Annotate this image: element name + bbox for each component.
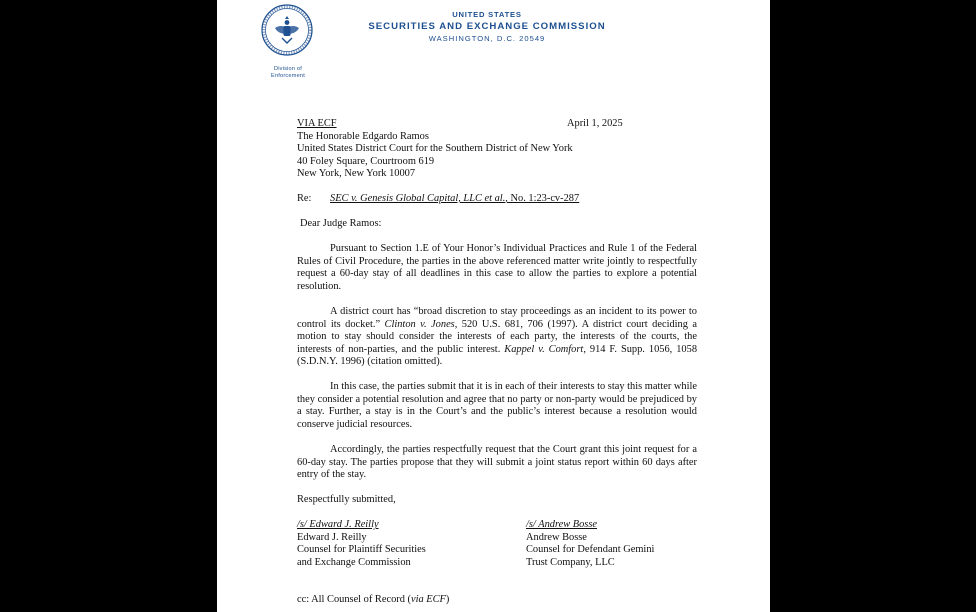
cc-suffix: ) <box>445 594 450 605</box>
case-name: SEC v. Genesis Global Capital, LLC et al. <box>330 193 506 204</box>
letter-date: April 1, 2025 <box>567 118 623 129</box>
address-line: 40 Foley Square, Courtroom 619 <box>297 156 435 167</box>
division-line1: Division of <box>273 66 302 72</box>
re-label: Re: <box>297 193 312 204</box>
paragraph-2-text-c: , 914 F. Supp. 1056, 1058 (S.D.N.Y. 1996) (citation omitted). <box>297 343 698 367</box>
signer-title: Counsel for Plaintiff Securities <box>297 544 426 555</box>
division-line2: Enforcement <box>271 73 305 79</box>
paragraph-4 <box>297 444 697 482</box>
agency-line3: WASHINGTON, D.C. 20549 <box>428 34 546 43</box>
signature-line: /s/ Andrew Bosse <box>526 519 598 530</box>
signer-name: Andrew Bosse <box>526 531 587 543</box>
cc-via: via ECF <box>410 594 446 605</box>
address-line: The Honorable Edgardo Ramos <box>297 131 429 142</box>
paragraph-3 <box>297 381 697 431</box>
cc-line <box>297 594 449 607</box>
signer-title: Trust Company, LLC <box>526 556 615 568</box>
salutation: Dear Judge Ramos: <box>300 218 382 229</box>
signature-block-reilly <box>297 519 426 569</box>
paragraph-4-text: Accordingly, the parties respectfully request that the Court grant this joint request for a 60-day stay. The parties propose that they will submit a joint status report within 60 days after entry of the stay. <box>297 444 697 480</box>
paragraph-2 <box>297 306 697 369</box>
signer-title: Counsel for Defendant Gemini <box>526 544 655 555</box>
paragraph-2-text-a: A district court has “broad discretion to stay proceedings as an incident to its power to control its docket.” <box>297 306 697 330</box>
signature-block-bosse <box>526 519 654 569</box>
letter-page <box>217 0 770 612</box>
closing: Respectfully submitted, <box>297 494 396 505</box>
agency-line2: SECURITIES AND EXCHANGE COMMISSION <box>368 21 606 32</box>
agency-line1: UNITED STATES <box>452 10 522 19</box>
paragraph-1-text: Pursuant to Section 1.E of Your Honor’s Individual Practices and Rule 1 of the Federal Rules of Civil Procedure, the parties in the above referenced matter write jointly to respectfully request a 60-day stay of all deadlines in this case to allow the parties to explore a potential resolution. <box>297 243 697 292</box>
signature-line: /s/ Edward J. Reilly <box>297 519 379 530</box>
cc-prefix: cc: All Counsel of Record ( <box>297 594 411 605</box>
address-line: New York, New York 10007 <box>297 168 416 179</box>
citation-clinton: Clinton v. Jones <box>384 318 455 330</box>
case-number: , No. 1:23-cv-287 <box>505 193 580 204</box>
citation-kappel: Kappel v. Comfort <box>504 343 584 355</box>
paragraph-1 <box>297 243 697 293</box>
division-label <box>257 66 319 80</box>
signer-name: Edward J. Reilly <box>297 531 367 543</box>
signer-title: and Exchange Commission <box>297 556 411 568</box>
case-caption <box>330 193 579 206</box>
via-ecf: VIA ECF <box>297 118 337 129</box>
paragraph-3-text: In this case, the parties submit that it is in each of their interests to stay this matter while they consider a potential resolution and agree that no party or non-party would be prejudiced by a stay. Further, a stay is in the Court’s and the public’s interest because a resolution would conserve judicial resources. <box>297 381 697 430</box>
address-line: United States District Court for the Southern District of New York <box>297 143 573 154</box>
sec-seal-icon <box>261 4 313 56</box>
paragraph-2-text-b: , 520 U.S. 681, 706 (1997). A district court deciding a motion to stay should consider the interests of each party, the interests of the courts, the interests of non-parties, and the public interest. <box>297 318 697 355</box>
